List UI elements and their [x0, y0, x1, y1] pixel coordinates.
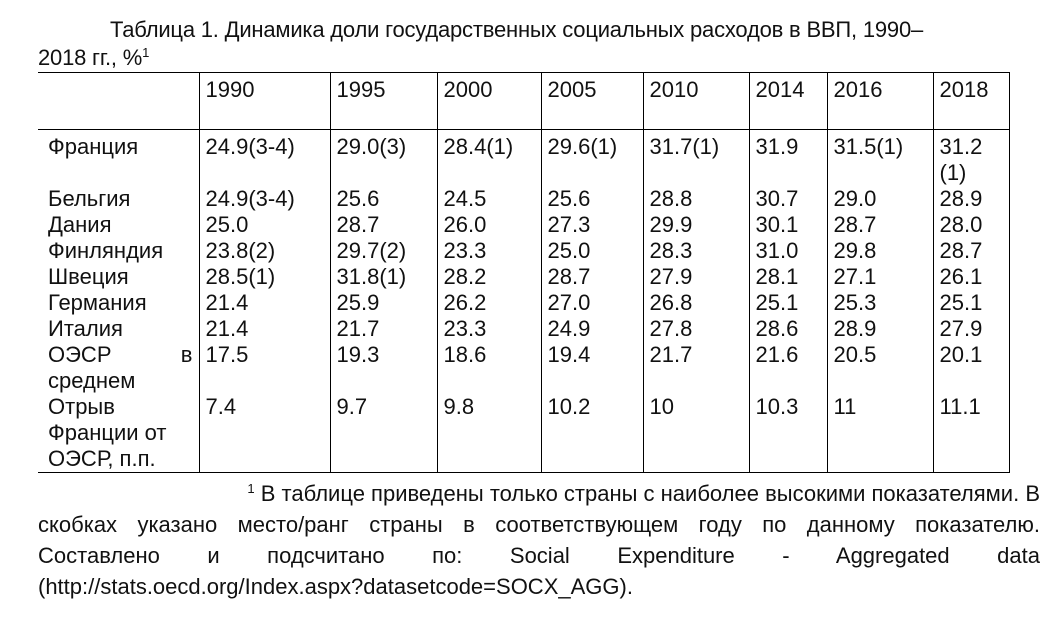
- header-year: 1990: [199, 73, 330, 130]
- title-footnote-mark: 1: [142, 45, 150, 60]
- country-cell: Франция: [38, 130, 199, 187]
- value-cell: 21.7: [330, 316, 437, 342]
- table-title-line1: Таблица 1. Динамика доли государственных социальных расходов в ВВП, 1990–: [110, 17, 924, 42]
- header-year: 2014: [749, 73, 827, 130]
- value-cell: 28.0: [933, 212, 1009, 238]
- value-cell: 11: [827, 394, 933, 473]
- value-cell: 24.9: [541, 316, 643, 342]
- country-cell: Швеция: [38, 264, 199, 290]
- value-cell: 21.4: [199, 316, 330, 342]
- table-title: [38, 16, 1028, 72]
- table-row: [38, 264, 1009, 290]
- header-year: 2005: [541, 73, 643, 130]
- table-row: [38, 186, 1009, 212]
- table-row: [38, 212, 1009, 238]
- country-cell: Германия: [38, 290, 199, 316]
- value-cell: 31.0: [749, 238, 827, 264]
- table-row: [38, 238, 1009, 264]
- value-cell: 28.7: [330, 212, 437, 238]
- table-row: [38, 342, 1009, 394]
- value-cell: 23.3: [437, 238, 541, 264]
- social-expenditure-table: [38, 72, 1010, 473]
- value-cell: 20.5: [827, 342, 933, 394]
- table-row: [38, 130, 1009, 187]
- value-cell: 21.7: [643, 342, 749, 394]
- value-cell: 27.9: [933, 316, 1009, 342]
- value-cell: 26.1: [933, 264, 1009, 290]
- value-cell: 25.0: [541, 238, 643, 264]
- value-cell: 28.7: [933, 238, 1009, 264]
- value-cell: 25.6: [330, 186, 437, 212]
- value-cell: 31.2 (1): [933, 130, 1009, 187]
- value-cell: 30.7: [749, 186, 827, 212]
- value-cell: 24.9(3-4): [199, 186, 330, 212]
- header-year: 2000: [437, 73, 541, 130]
- footnote-mark: 1: [247, 481, 255, 496]
- value-cell: 18.6: [437, 342, 541, 394]
- country-cell: Отрыв Франции от ОЭСР, п.п.: [38, 394, 199, 473]
- footnote-line2: скобках указано место/ранг страны в соответствующем году по данному показателю.: [38, 512, 1040, 537]
- value-cell: 28.7: [827, 212, 933, 238]
- value-cell: 28.5(1): [199, 264, 330, 290]
- value-cell: 24.5: [437, 186, 541, 212]
- value-cell: 17.5: [199, 342, 330, 394]
- footnote-line4: (http://stats.oecd.org/Index.aspx?datasetcode=SOCX_AGG).: [38, 574, 633, 599]
- header-year: 2016: [827, 73, 933, 130]
- value-cell: 29.8: [827, 238, 933, 264]
- value-cell: 31.8(1): [330, 264, 437, 290]
- table-row: [38, 290, 1009, 316]
- value-cell: 9.8: [437, 394, 541, 473]
- footnote-line3: Составлено и подсчитано по: Social Expenditure - Aggregated data: [38, 543, 1040, 568]
- value-cell: 10.3: [749, 394, 827, 473]
- value-cell: 10: [643, 394, 749, 473]
- value-cell: 28.4(1): [437, 130, 541, 187]
- country-cell: Финляндия: [38, 238, 199, 264]
- value-cell: 28.6: [749, 316, 827, 342]
- table-row: [38, 316, 1009, 342]
- value-cell: 29.6(1): [541, 130, 643, 187]
- value-cell: 29.9: [643, 212, 749, 238]
- value-cell: 28.9: [933, 186, 1009, 212]
- header-year: 2010: [643, 73, 749, 130]
- value-cell: 29.0: [827, 186, 933, 212]
- value-cell: 28.3: [643, 238, 749, 264]
- value-cell: 31.5(1): [827, 130, 933, 187]
- value-cell: 19.4: [541, 342, 643, 394]
- value-cell: 20.1: [933, 342, 1009, 394]
- value-cell: 25.1: [749, 290, 827, 316]
- value-cell: 28.1: [749, 264, 827, 290]
- value-cell: 28.2: [437, 264, 541, 290]
- value-cell: 28.9: [827, 316, 933, 342]
- value-cell: 25.9: [330, 290, 437, 316]
- value-cell: 29.7(2): [330, 238, 437, 264]
- value-cell: 21.4: [199, 290, 330, 316]
- header-row: [38, 73, 1009, 130]
- header-year: 1995: [330, 73, 437, 130]
- value-cell: 27.9: [643, 264, 749, 290]
- value-cell: 26.8: [643, 290, 749, 316]
- country-cell: Италия: [38, 316, 199, 342]
- value-cell: 10.2: [541, 394, 643, 473]
- value-cell: 24.9(3-4): [199, 130, 330, 187]
- value-cell: 23.8(2): [199, 238, 330, 264]
- value-cell: 27.8: [643, 316, 749, 342]
- value-cell: 29.0(3): [330, 130, 437, 187]
- value-cell: 7.4: [199, 394, 330, 473]
- value-cell: 11.1: [933, 394, 1009, 473]
- value-cell: 26.0: [437, 212, 541, 238]
- value-cell: 25.6: [541, 186, 643, 212]
- value-cell: 31.9: [749, 130, 827, 187]
- value-cell: 27.3: [541, 212, 643, 238]
- table-row: [38, 394, 1009, 473]
- header-corner: [38, 73, 199, 130]
- value-cell: 21.6: [749, 342, 827, 394]
- value-cell: 28.7: [541, 264, 643, 290]
- value-cell: 9.7: [330, 394, 437, 473]
- country-cell: Дания: [38, 212, 199, 238]
- value-cell: 26.2: [437, 290, 541, 316]
- value-cell: 27.1: [827, 264, 933, 290]
- country-cell: ОЭСР в среднем: [38, 342, 199, 394]
- value-cell: 27.0: [541, 290, 643, 316]
- table-title-line2: 2018 гг., %: [38, 45, 143, 70]
- value-cell: 28.8: [643, 186, 749, 212]
- value-cell: 19.3: [330, 342, 437, 394]
- value-cell: 23.3: [437, 316, 541, 342]
- value-cell: 30.1: [749, 212, 827, 238]
- country-cell: Бельгия: [38, 186, 199, 212]
- value-cell: 31.7(1): [643, 130, 749, 187]
- value-cell: 25.0: [199, 212, 330, 238]
- value-cell: 25.3: [827, 290, 933, 316]
- header-year: 2018: [933, 73, 1009, 130]
- table-footnote: [38, 478, 1040, 602]
- footnote-line1: В таблице приведены только страны с наиболее высокими показателями. В: [260, 481, 1040, 506]
- value-cell: 25.1: [933, 290, 1009, 316]
